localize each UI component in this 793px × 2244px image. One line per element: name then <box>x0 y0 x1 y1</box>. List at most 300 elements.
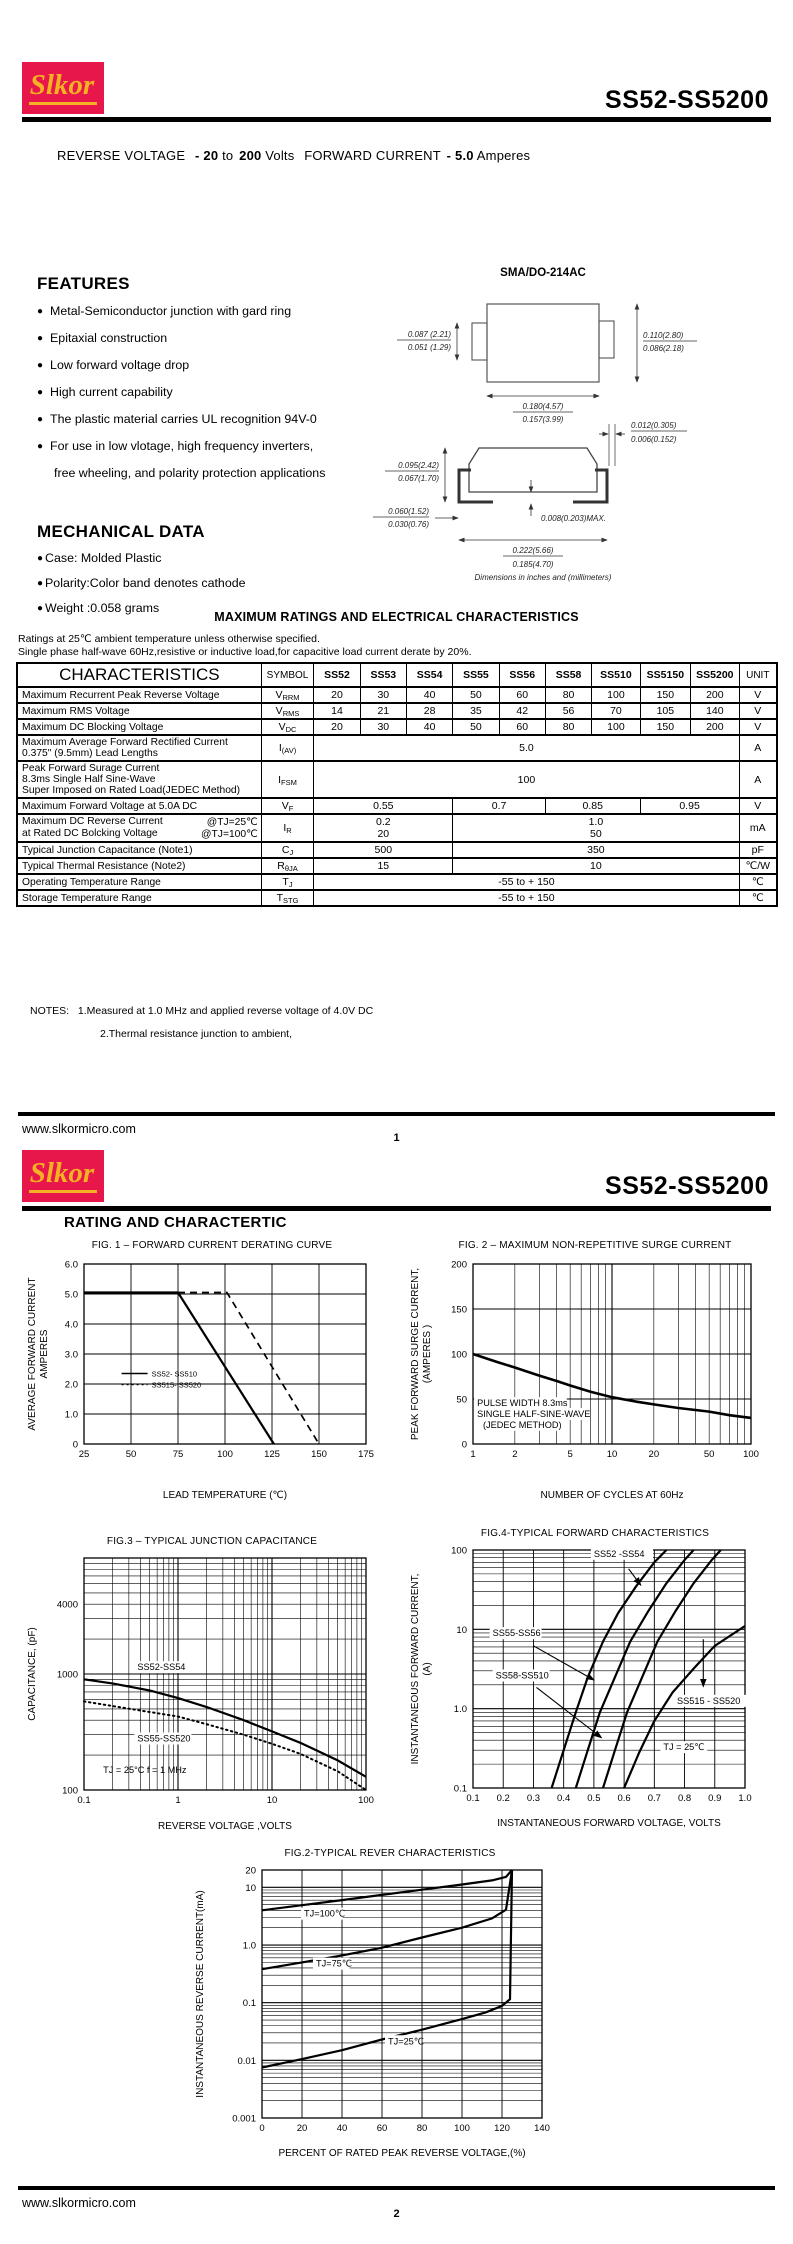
symbol-cell: IFSM <box>261 761 314 798</box>
brand-logo <box>22 1150 104 1202</box>
column-header: SS55 <box>453 663 499 687</box>
value-cell: 0.85 <box>545 798 640 814</box>
annotation: TJ = 25°C f = 1 MHz <box>103 1765 187 1776</box>
characteristic-cell: Maximum Average Forward Rectified Current 0.375" (9.5mm) Lead Lengths <box>17 735 261 761</box>
x-tick: 60 <box>376 2123 388 2134</box>
mechanical-text: Polarity:Color band denotes cathode <box>45 576 246 590</box>
y-tick: 0.01 <box>237 2055 256 2067</box>
y-tick: 100 <box>451 1349 467 1361</box>
table-row <box>17 874 777 890</box>
figure-1-title: FIG. 1 – FORWARD CURRENT DERATING CURVE <box>91 1240 333 1251</box>
dim-label: 0.087 (2.21) <box>407 330 451 339</box>
value-cell: 0.7 <box>453 798 546 814</box>
dim-label: 0.006(0.152) <box>631 435 677 444</box>
table-row <box>17 814 777 842</box>
y-tick: 0.1 <box>453 1783 467 1795</box>
unit-cell: ℃ <box>739 890 777 906</box>
y-tick: 200 <box>451 1259 467 1271</box>
x-tick: 175 <box>358 1449 374 1460</box>
x-tick: 0 <box>259 2123 265 2134</box>
value-cell: 80 <box>545 687 591 703</box>
x-tick: 100 <box>358 1795 374 1806</box>
value-cell: 10 <box>453 858 739 874</box>
note-1: 1.Measured at 1.0 MHz and applied reverse voltage of 4.0V DC <box>77 1005 374 1017</box>
dim-label: 0.086(2.18) <box>643 344 684 353</box>
y-axis-label: (AMPERES ) <box>422 1324 433 1384</box>
value-cell: 35 <box>453 703 499 719</box>
unit-cell: ℃/W <box>739 858 777 874</box>
table-row <box>17 890 777 906</box>
x-tick: 0.4 <box>557 1793 571 1804</box>
ratings-condition-1: Ratings at 25℃ ambient temperature unless otherwise specified. <box>18 633 320 645</box>
characteristic-cell: Peak Forward Surage Current 8.3ms Single Half Sine-Wave Super Imposed on Rated Load(JEDEC Method) <box>17 761 261 798</box>
value-cell: 14 <box>314 703 360 719</box>
x-tick: 2 <box>512 1449 518 1460</box>
package-drawing <box>325 252 785 582</box>
value-cell: 200 <box>691 687 739 703</box>
table-notes <box>30 1000 373 1046</box>
y-tick: 1.0 <box>242 1940 256 1952</box>
x-tick: 0.5 <box>587 1793 601 1804</box>
feature-item <box>37 433 367 460</box>
symbol-cell: I(AV) <box>261 735 314 761</box>
series-TJ=75℃ <box>262 1870 512 1969</box>
mechanical-heading: MECHANICAL DATA <box>37 522 205 541</box>
features-heading: FEATURES <box>37 274 130 293</box>
value-cell: 21 <box>360 703 406 719</box>
x-tick: 100 <box>217 1449 233 1460</box>
value-cell: 56 <box>545 703 591 719</box>
symbol-cell: VRMS <box>261 703 314 719</box>
figure-3-title: FIG.3 – TYPICAL JUNCTION CAPACITANCE <box>106 1536 318 1547</box>
series-SS52- SS510 <box>84 1293 274 1445</box>
y-tick: 4.0 <box>64 1319 78 1331</box>
y-tick: 4000 <box>56 1599 78 1611</box>
dim-label: 0.067(1.70) <box>398 474 439 483</box>
x-tick: 125 <box>264 1449 280 1460</box>
unit-cell: A <box>739 735 777 761</box>
x-tick: 0.3 <box>526 1793 541 1804</box>
table-row <box>17 703 777 719</box>
x-tick: 100 <box>454 2123 470 2134</box>
value-cell: 140 <box>691 703 739 719</box>
characteristic-cell: Typical Thermal Resistance (Note2) <box>17 858 261 874</box>
y-tick: 2.0 <box>64 1379 78 1391</box>
value-cell: -55 to + 150 <box>314 874 739 890</box>
figure-4 <box>405 1528 785 1837</box>
value-cell: 500 <box>314 842 453 858</box>
symbol-cell: VRRM <box>261 687 314 703</box>
value-cell: 15 <box>314 858 453 874</box>
x-tick: 5 <box>567 1449 573 1460</box>
dim-label: 0.051 (1.29) <box>407 343 451 352</box>
mechanical-item <box>37 546 246 571</box>
series-SS515- SS520 <box>178 1293 319 1445</box>
value-cell: 0.95 <box>640 798 739 814</box>
value-cell: 42 <box>499 703 545 719</box>
mechanical-item <box>37 571 246 596</box>
characteristic-cell: Maximum RMS Voltage <box>17 703 261 719</box>
x-tick: 1 <box>175 1795 181 1806</box>
fig4-chart <box>405 1542 777 1832</box>
column-header: CHARACTERISTICS <box>17 663 261 687</box>
page1-footer-divider <box>18 1112 775 1116</box>
value-cell: 50 <box>453 719 499 735</box>
column-header: UNIT <box>739 663 777 687</box>
value-cell: 28 <box>406 703 452 719</box>
figure-2-plot <box>405 1254 785 1509</box>
figure-4-plot <box>405 1542 785 1837</box>
annotation: SS55-SS56 <box>492 1628 541 1639</box>
symbol-cell: RθJA <box>261 858 314 874</box>
value-cell: 105 <box>640 703 691 719</box>
ratings-condition-2: Single phase half-wave 60Hz,resistive or inductive load,for capacitive load current derate by 20%. <box>18 646 472 658</box>
page1-number: 1 <box>393 1132 400 1144</box>
x-tick: 1 <box>470 1449 476 1460</box>
dim-label: 0.012(0.305) <box>631 421 677 430</box>
annotation: SS58-SS510 <box>495 1670 549 1681</box>
annotation: PULSE WIDTH 8.3ms <box>477 1398 568 1409</box>
unit-cell: V <box>739 703 777 719</box>
package-lead-right <box>599 321 614 358</box>
symbol-cell: IR <box>261 814 314 842</box>
value-cell: 100 <box>592 687 640 703</box>
figure-5-plot <box>140 1862 640 2162</box>
table-row <box>17 842 777 858</box>
y-tick: 150 <box>451 1304 467 1316</box>
figure-2 <box>405 1240 785 1509</box>
bullet-icon: ● <box>37 360 44 371</box>
figure-5 <box>140 1848 640 2162</box>
feature-text: Low forward voltage drop <box>50 358 190 372</box>
page2-footer-divider <box>18 2186 775 2190</box>
y-axis-label: CAPACITANCE, (pF) <box>27 1627 38 1721</box>
dim-label: 0.030(0.76) <box>388 520 429 529</box>
value-cell: 20 <box>314 719 360 735</box>
value-cell: 70 <box>592 703 640 719</box>
annotation: TJ=75℃ <box>316 1958 353 1969</box>
characteristic-cell: Maximum DC Blocking Voltage <box>17 719 261 735</box>
value-cell: 150 <box>640 687 691 703</box>
dim-label: 0.008(0.203)MAX. <box>541 514 606 523</box>
value-cell: 20 <box>314 687 360 703</box>
value-cell: 0.2 20 <box>314 814 453 842</box>
value-cell: 40 <box>406 719 452 735</box>
bullet-icon: ● <box>37 578 44 589</box>
y-tick: 0 <box>72 1439 78 1451</box>
package-name: SMA/DO-214AC <box>500 267 586 279</box>
dim-label: 0.180(4.57) <box>522 402 564 411</box>
y-tick: 10 <box>456 1624 467 1636</box>
feature-text: For use in low vlotage, high frequency inverters, <box>50 439 314 453</box>
figure-2-title: FIG. 2 – MAXIMUM NON-REPETITIVE SURGE CURRENT <box>458 1240 732 1251</box>
legend-label: SS515- SS520 <box>151 1380 202 1390</box>
y-axis-label: (A) <box>422 1662 433 1676</box>
dim-label: 0.222(5.66) <box>512 546 554 555</box>
x-axis-label: INSTANTANEOUS FORWARD VOLTAGE, VOLTS <box>497 1818 721 1829</box>
value-cell: 30 <box>360 687 406 703</box>
unit-cell: ℃ <box>739 874 777 890</box>
package-lead-right-side <box>573 470 607 502</box>
unit-cell: pF <box>739 842 777 858</box>
annotation: TJ = 25℃ <box>663 1742 705 1753</box>
brand-logo-text: Slkor <box>29 1159 97 1193</box>
y-tick: 100 <box>451 1545 467 1557</box>
figure-3 <box>22 1536 402 1840</box>
x-axis-label: NUMBER OF CYCLES AT 60Hz <box>540 1490 684 1501</box>
dim-label: 0.060(1.52) <box>388 507 429 516</box>
annotation: SS55-SS520 <box>137 1733 191 1744</box>
y-tick: 20 <box>245 1865 256 1877</box>
subtitle-voltage-low: 20 <box>203 148 219 163</box>
x-tick: 25 <box>78 1449 90 1460</box>
y-tick: 1.0 <box>453 1704 467 1716</box>
y-tick: 0.001 <box>232 2113 256 2125</box>
page2-title: SS52-SS5200 <box>605 1172 769 1200</box>
feature-text: Metal-Semiconductor junction with gard ring <box>50 304 292 318</box>
subtitle-voltage-high: 200 <box>239 148 262 163</box>
rating-characteristic-heading: RATING AND CHARACTERTIC <box>64 1214 287 1231</box>
brand-logo <box>22 62 104 114</box>
x-tick: 10 <box>266 1795 278 1806</box>
table-header-row <box>17 663 777 687</box>
x-tick: 0.7 <box>647 1793 661 1804</box>
characteristic-cell: Typical Junction Capacitance (Note1) <box>17 842 261 858</box>
column-header: SS52 <box>314 663 360 687</box>
table-row <box>17 858 777 874</box>
x-tick: 50 <box>125 1449 137 1460</box>
subtitle-dash: - <box>195 148 200 163</box>
page2-header-divider <box>22 1206 771 1211</box>
series-SS52-SS54 <box>84 1679 366 1777</box>
y-tick: 50 <box>456 1394 467 1406</box>
y-tick: 6.0 <box>64 1259 78 1271</box>
column-header: SS5200 <box>691 663 739 687</box>
feature-text: High current capability <box>50 385 173 399</box>
value-cell: 100 <box>592 719 640 735</box>
fig2-chart <box>405 1254 777 1504</box>
feature-item <box>37 379 367 406</box>
column-header: SS54 <box>406 663 452 687</box>
footer-url[interactable]: www.slkormicro.com <box>22 2196 136 2210</box>
feature-item <box>37 352 367 379</box>
y-tick: 10 <box>245 1882 256 1894</box>
subtitle-reverse-voltage: REVERSE VOLTAGE <box>57 148 186 163</box>
x-tick: 20 <box>648 1449 660 1460</box>
subtitle-current: 5.0 <box>455 148 474 163</box>
unit-cell: mA <box>739 814 777 842</box>
note-2: 2.Thermal resistance junction to ambient, <box>100 1028 293 1040</box>
bullet-icon: ● <box>37 387 44 398</box>
subtitle-to: to <box>222 148 234 163</box>
bullet-icon: ● <box>37 603 44 614</box>
table-row <box>17 687 777 703</box>
figure-1-plot <box>22 1254 402 1509</box>
features-list <box>37 298 367 486</box>
value-cell: 5.0 <box>314 735 739 761</box>
y-tick: 0 <box>461 1439 467 1451</box>
value-cell: -55 to + 150 <box>314 890 739 906</box>
x-tick: 10 <box>606 1449 618 1460</box>
y-tick: 100 <box>62 1785 78 1797</box>
x-tick: 0.1 <box>77 1795 91 1806</box>
annotation: TJ=25℃ <box>388 2036 425 2047</box>
bullet-icon: ● <box>37 553 44 564</box>
y-tick: 5.0 <box>64 1289 78 1301</box>
x-axis-label: LEAD TEMPERATURE (℃) <box>162 1490 288 1501</box>
feature-item <box>37 298 367 325</box>
unit-cell: V <box>739 798 777 814</box>
ratings-heading: MAXIMUM RATINGS AND ELECTRICAL CHARACTERISTICS <box>214 610 579 624</box>
x-tick: 75 <box>172 1449 184 1460</box>
feature-item <box>37 325 367 352</box>
y-axis-label: PEAK FORWARD SURGE CURRENT, <box>410 1267 421 1441</box>
annotation: SS52-SS54 <box>137 1662 186 1673</box>
y-axis-label: AMPERES <box>39 1329 50 1379</box>
column-header: SS5150 <box>640 663 691 687</box>
x-tick: 20 <box>296 2123 308 2134</box>
value-cell: 30 <box>360 719 406 735</box>
x-tick: 1.0 <box>738 1793 752 1804</box>
dim-label: 0.157(3.99) <box>522 415 564 424</box>
value-cell: 40 <box>406 687 452 703</box>
feature-item-continuation: free wheeling, and polarity protection applications <box>54 466 326 480</box>
annotation: SINGLE HALF-SINE-WAVE <box>477 1409 591 1419</box>
value-cell: 350 <box>453 842 739 858</box>
figure-1 <box>22 1240 402 1509</box>
annotation: (JEDEC METHOD) <box>482 1419 562 1430</box>
x-tick: 0.8 <box>677 1793 692 1804</box>
characteristic-cell: Operating Temperature Range <box>17 874 261 890</box>
y-tick: 1000 <box>56 1669 78 1681</box>
symbol-cell: VF <box>261 798 314 814</box>
value-cell: 60 <box>499 687 545 703</box>
table-row <box>17 798 777 814</box>
y-tick: 0.1 <box>242 1998 256 2010</box>
table-row <box>17 761 777 798</box>
feature-item <box>37 406 367 433</box>
x-tick: 120 <box>494 2123 510 2134</box>
column-header: SS510 <box>592 663 640 687</box>
x-tick: 80 <box>416 2123 428 2134</box>
value-cell: 60 <box>499 719 545 735</box>
value-cell: 0.55 <box>314 798 453 814</box>
unit-cell: V <box>739 687 777 703</box>
subtitle-line <box>57 148 536 163</box>
x-axis-label: PERCENT OF RATED PEAK REVERSE VOLTAGE,(%) <box>278 2148 526 2159</box>
characteristic-cell: Storage Temperature Range <box>17 890 261 906</box>
package-lead-left-side <box>459 470 493 502</box>
table-row <box>17 719 777 735</box>
x-tick: 40 <box>336 2123 348 2134</box>
subtitle-dash2: - <box>446 148 452 163</box>
value-cell: 150 <box>640 719 691 735</box>
ratings-table-grid <box>16 662 778 907</box>
feature-text: The plastic material carries UL recognition 94V-0 <box>50 412 317 426</box>
dim-label: 0.185(4.70) <box>512 560 554 569</box>
symbol-cell: VDC <box>261 719 314 735</box>
y-axis-label: AVERAGE FORWARD CURRENT <box>27 1277 38 1431</box>
annotation: TJ=100℃ <box>304 1908 346 1919</box>
value-cell: 80 <box>545 719 591 735</box>
column-header: SS56 <box>499 663 545 687</box>
table-row <box>17 735 777 761</box>
y-axis-label: INSTANTANEOUS FORWARD CURRENT, <box>410 1573 421 1765</box>
characteristic-cell: Maximum DC Reverse Current @TJ=25℃ at Rated DC Bolcking Voltage @TJ=100℃ <box>17 814 261 842</box>
dim-label: 0.110(2.80) <box>643 331 684 340</box>
package-lead-left <box>472 323 487 360</box>
mechanical-text: Case: Molded Plastic <box>45 551 162 565</box>
characteristic-cell: Maximum Forward Voltage at 5.0A DC <box>17 798 261 814</box>
page2-number: 2 <box>393 2208 400 2220</box>
value-cell: 100 <box>314 761 739 798</box>
bullet-icon: ● <box>37 333 44 344</box>
x-axis-label: REVERSE VOLTAGE ,VOLTS <box>158 1821 292 1832</box>
y-tick: 3.0 <box>64 1349 78 1361</box>
y-tick: 1.0 <box>64 1409 78 1421</box>
feature-text: Epitaxial construction <box>50 331 168 345</box>
value-cell: 1.0 50 <box>453 814 739 842</box>
page-title: SS52-SS5200 <box>605 86 769 114</box>
symbol-cell: TSTG <box>261 890 314 906</box>
figure-5-title: FIG.2-TYPICAL REVER CHARACTERISTICS <box>284 1848 496 1859</box>
subtitle-forward-current: FORWARD CURRENT <box>304 148 441 163</box>
x-tick: 0.2 <box>496 1793 510 1804</box>
ratings-table <box>16 662 778 907</box>
x-tick: 0.6 <box>617 1793 631 1804</box>
package-body-top-view <box>487 304 599 382</box>
bullet-icon: ● <box>37 441 44 452</box>
column-header: SS53 <box>360 663 406 687</box>
column-header: SYMBOL <box>261 663 314 687</box>
annotation: SS52 -SS54 <box>593 1548 645 1559</box>
legend-label: SS52- SS510 <box>151 1369 198 1379</box>
subtitle-volts: Volts <box>265 148 295 163</box>
x-tick: 0.9 <box>708 1793 722 1804</box>
figure-4-title: FIG.4-TYPICAL FORWARD CHARACTERISTICS <box>480 1528 710 1539</box>
y-axis-label: INSTANTANEOUS REVERSE CURRENT(mA) <box>195 1890 206 2098</box>
brand-logo-text: Slkor <box>29 71 97 105</box>
fig3-chart <box>22 1550 394 1835</box>
package-caption: Dimensions in inches and (millimeters) <box>474 573 612 582</box>
column-header: SS58 <box>545 663 591 687</box>
fig5-chart <box>190 1862 590 2162</box>
symbol-cell: TJ <box>261 874 314 890</box>
value-cell: 200 <box>691 719 739 735</box>
x-tick: 100 <box>743 1449 759 1460</box>
annotation: SS515 - SS520 <box>677 1695 741 1706</box>
package-body-side-view <box>469 448 597 492</box>
bullet-icon: ● <box>37 414 44 425</box>
unit-cell: A <box>739 761 777 798</box>
series-SS52-SS54 <box>552 1550 667 1788</box>
mechanical-text: Weight :0.058 grams <box>45 601 160 615</box>
characteristic-cell: Maximum Recurrent Peak Reverse Voltage <box>17 687 261 703</box>
x-tick: 150 <box>311 1449 327 1460</box>
header-divider <box>22 117 771 122</box>
bullet-icon: ● <box>37 306 44 317</box>
fig1-chart <box>22 1254 394 1504</box>
x-tick: 50 <box>703 1449 715 1460</box>
footer-url[interactable]: www.slkormicro.com <box>22 1122 136 1136</box>
subtitle-amperes: Amperes <box>476 148 531 163</box>
notes-label: NOTES: <box>30 1005 70 1017</box>
unit-cell: V <box>739 719 777 735</box>
figure-3-plot <box>22 1550 402 1840</box>
symbol-cell: CJ <box>261 842 314 858</box>
value-cell: 50 <box>453 687 499 703</box>
x-tick: 140 <box>534 2123 550 2134</box>
